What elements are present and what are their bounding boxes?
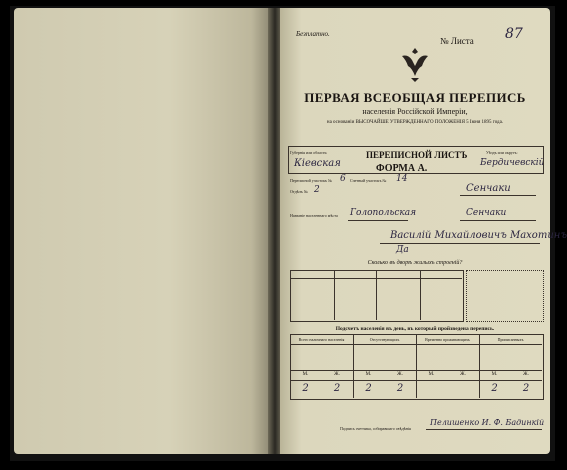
signature-label: Подпись счетчика, собиравшаго свѣдѣнія: [340, 426, 411, 431]
count-sub-7: Ж.: [523, 372, 529, 377]
form-title: ПЕРВАЯ ВСЕОБЩАЯ ПЕРЕПИСЬ: [304, 90, 526, 105]
count-header-temporary: Временно проживающихъ: [425, 337, 470, 342]
district-label: Уѣздъ или округъ:: [486, 150, 518, 155]
sheet-number: 87: [505, 26, 523, 42]
notes-panel: [466, 270, 544, 322]
count-value-0: 2: [302, 383, 309, 394]
count-value-6: 2: [491, 383, 498, 394]
form-subtitle: населенія Россійской Имперіи,: [362, 107, 468, 116]
imperial-eagle-emblem: [398, 44, 432, 84]
count-title: Подсчетъ населенія въ день, въ который пройзведена перепись.: [335, 326, 495, 332]
village-value: Сенчаки: [466, 183, 511, 194]
count-header-present: Всего наличнаго населенія: [298, 337, 345, 342]
count-header-absent: Отсутствующихъ: [369, 337, 400, 342]
section-label: Отдѣлъ №: [290, 189, 308, 194]
signature-value: Пелишенко И. Ф. Бадинкій: [430, 418, 545, 427]
counting-area-value: 14: [396, 174, 408, 184]
count-sub-2: М.: [365, 372, 372, 377]
header-frame: [288, 146, 544, 174]
count-sub-4: М.: [428, 372, 435, 377]
sheet-label: № Листа: [440, 36, 474, 46]
count-value-1: 2: [333, 383, 341, 394]
count-sub-6: М.: [491, 372, 498, 377]
count-sub-1: Ж.: [334, 372, 340, 377]
form-basis: на основаніи ВЫСОЧАЙШЕ УТВЕРЖДЕННАГО ПОЛОЖЕНІЯ 5 Іюня 1895 года.: [326, 120, 504, 125]
form-name: ПЕРЕПИСНОЙ ЛИСТЪ: [366, 150, 468, 160]
count-sub-3: Ж.: [397, 372, 403, 377]
owner-value: Василій Михайловичъ Махотинъ: [390, 230, 567, 241]
form-letter: ФОРМА А.: [376, 163, 428, 174]
section-value: 2: [314, 185, 320, 195]
count-value-7: 2: [522, 383, 530, 394]
volost-value: Голопольская: [350, 208, 417, 218]
census-area-value: 6: [340, 174, 346, 184]
dwellings-prompt: Сколько въ дворѣ жилыхъ строеній?: [367, 260, 463, 266]
left-page: [14, 8, 272, 454]
count-sub-5: Ж.: [460, 372, 466, 377]
province-label: Губернія или область:: [290, 150, 328, 155]
province-value: Кіевская: [294, 158, 341, 169]
place-name-label: Названіе населеннаго мѣста: [290, 213, 338, 218]
owner-status: Да: [396, 245, 409, 255]
count-value-3: 2: [396, 383, 404, 394]
place-value: Сенчаки: [466, 208, 507, 218]
census-form-page: [280, 8, 567, 454]
count-header-registered: Приписанныхъ: [497, 337, 524, 342]
free-label: Безплатно.: [296, 30, 330, 38]
count-sub-0: М.: [302, 372, 309, 377]
count-value-2: 2: [365, 383, 372, 394]
census-area-label: Переписной участокъ №: [290, 178, 332, 183]
counting-area-label: Счетный участокъ №: [350, 178, 387, 183]
district-value: Бердичевскій: [480, 158, 545, 168]
